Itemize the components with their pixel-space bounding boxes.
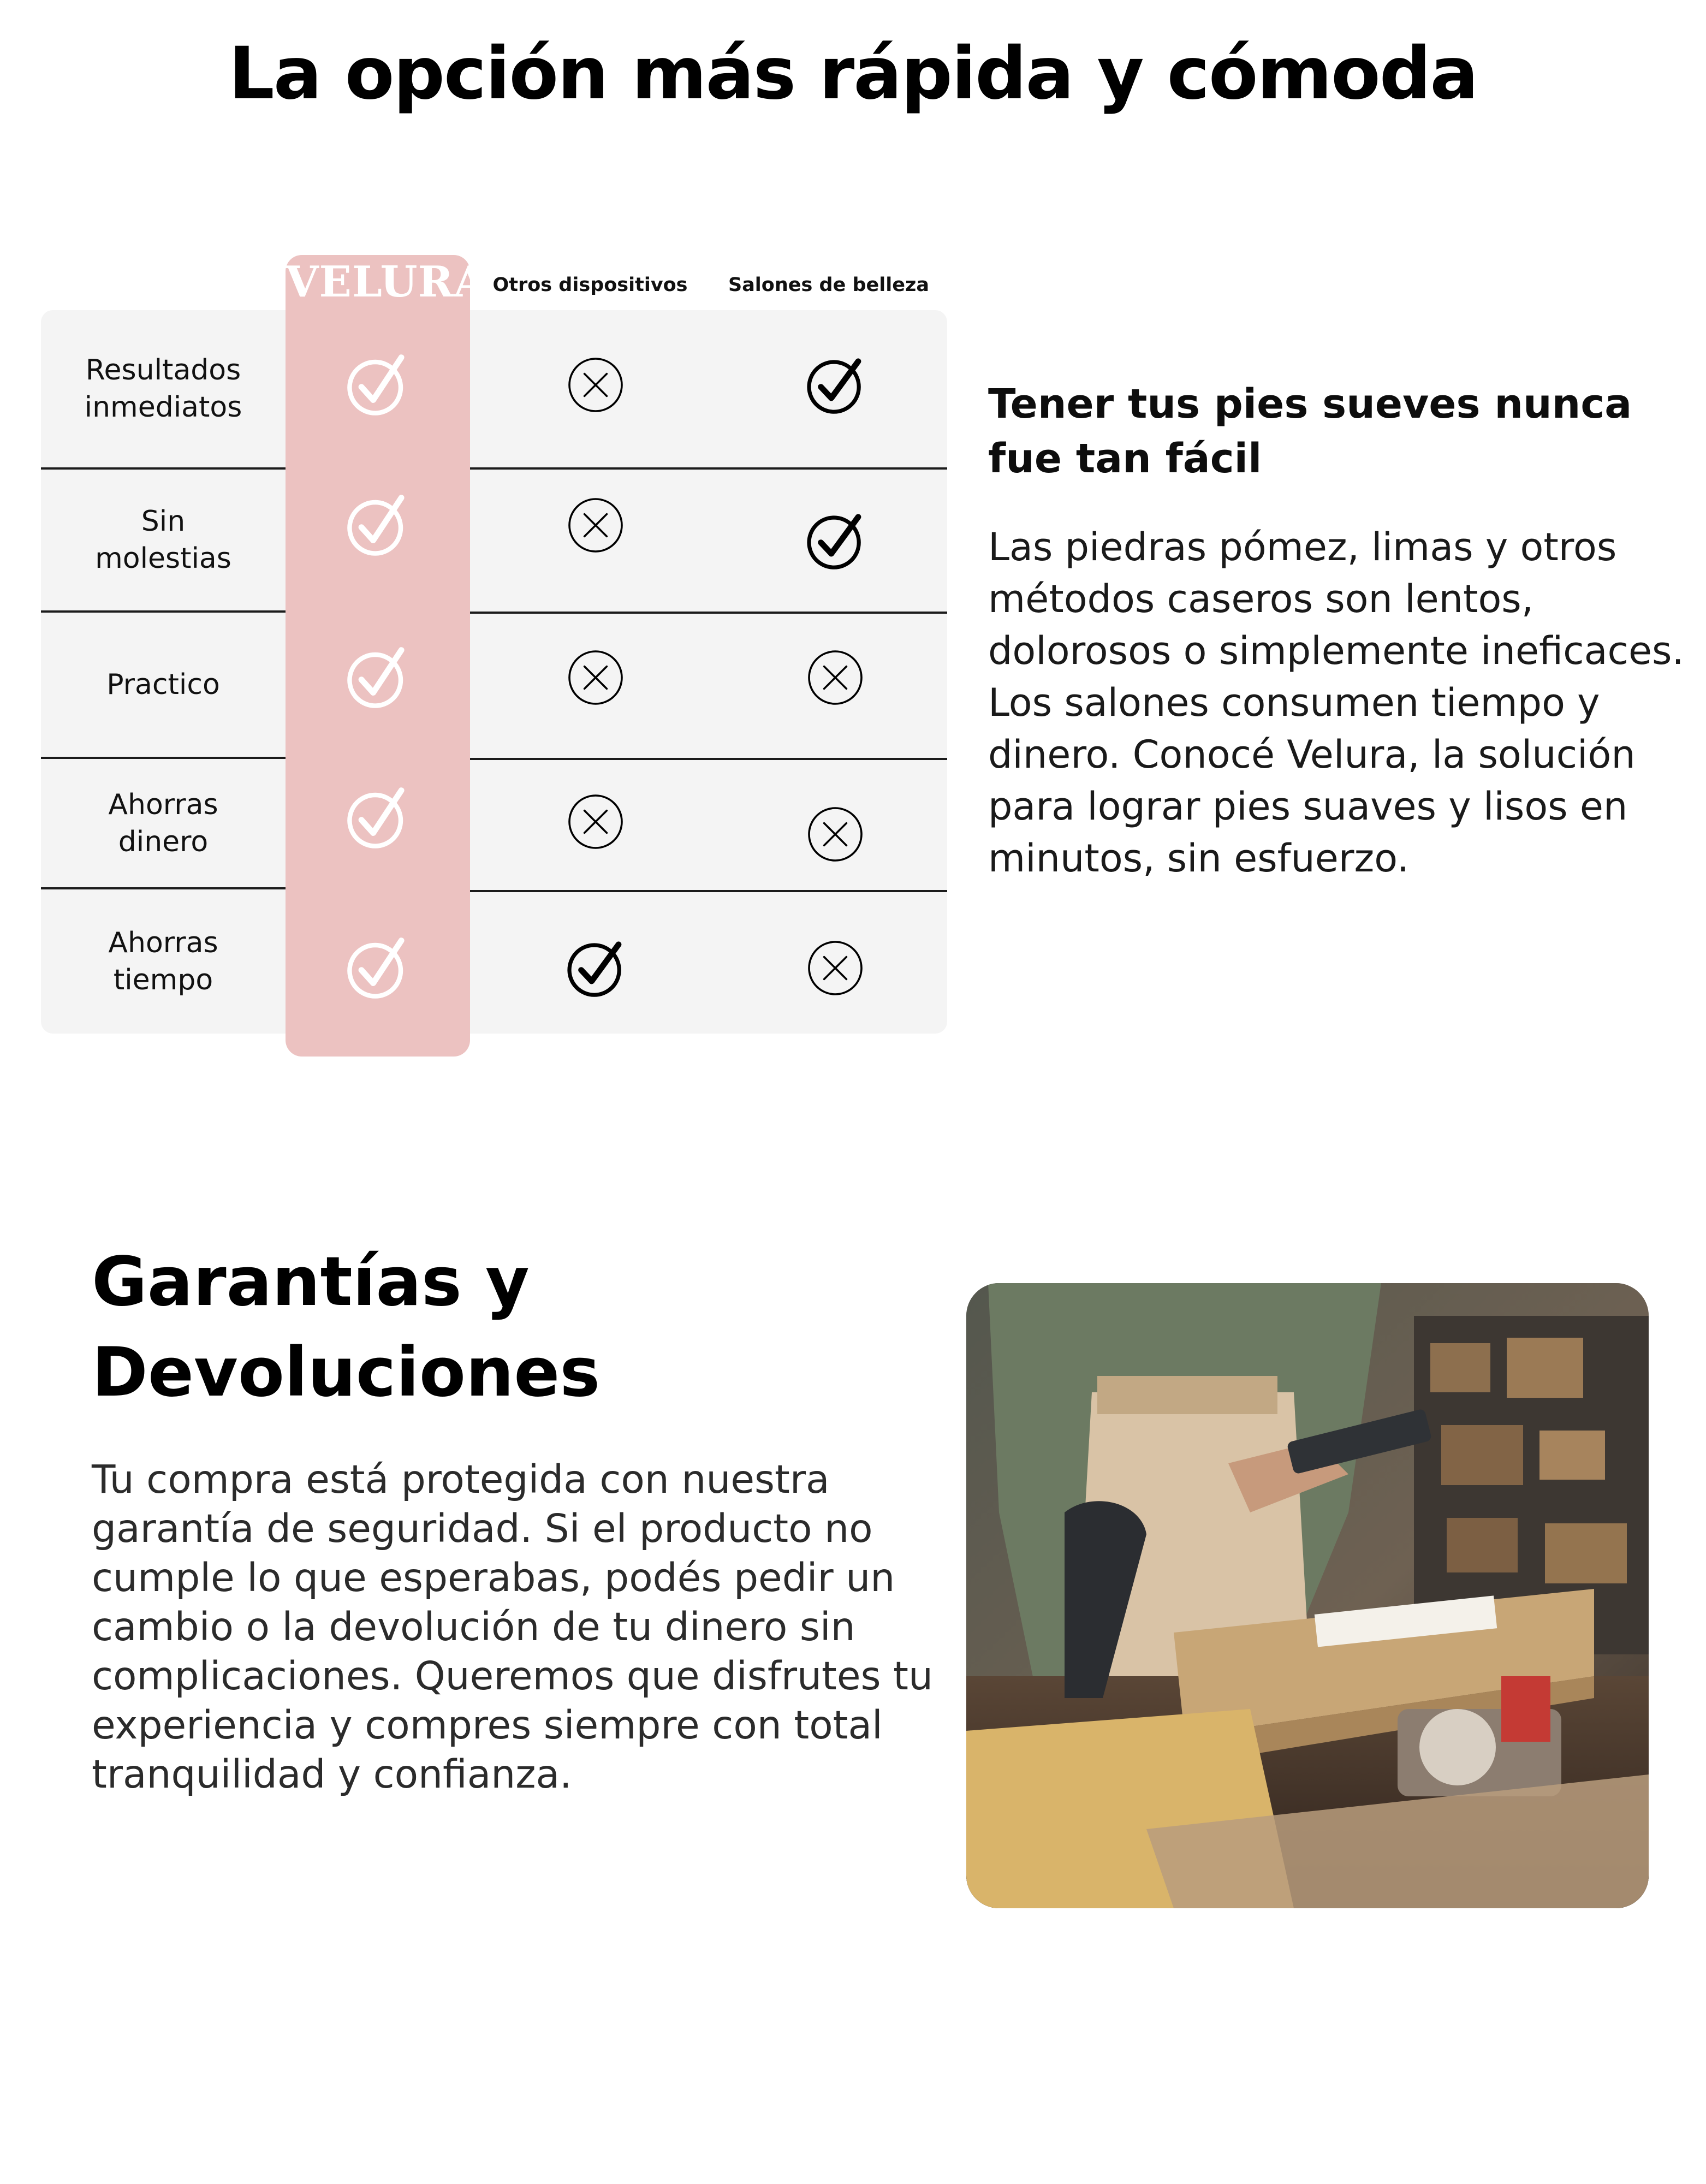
packing-photo bbox=[966, 1283, 1649, 1908]
row-label-resultados: Resultados inmediatos bbox=[84, 354, 242, 424]
otros-x-circle-icon bbox=[563, 645, 628, 710]
velura-check-circle-icon bbox=[345, 785, 411, 851]
feature-title: Tener tus pies sueves nunca fue tan fácil bbox=[988, 381, 1632, 482]
row-divider bbox=[470, 467, 947, 470]
salones-x-circle-icon bbox=[803, 935, 868, 1001]
column-header-salones: Salones de belleza bbox=[728, 274, 930, 296]
otros-x-circle-icon bbox=[563, 789, 628, 854]
salones-check-circle-icon bbox=[803, 508, 868, 573]
otros-check-circle-icon bbox=[563, 935, 628, 1001]
row-divider bbox=[470, 758, 947, 760]
velura-check-circle-icon bbox=[345, 352, 411, 418]
row-divider bbox=[470, 612, 947, 614]
velura-check-circle-icon bbox=[345, 645, 411, 710]
feature-description: Las piedras pómez, limas y otros métodos caseros son lentos, dolorosos o simplemente ineficaces. Los salones consumen tiempo y dinero. Conocé Velura, la solución para lograr pies suaves y lisos en minutos, sin esfuerzo. bbox=[988, 525, 1684, 881]
velura-check-circle-icon bbox=[345, 492, 411, 558]
page-title: La opción más rápida y cómoda bbox=[228, 32, 1478, 116]
otros-x-circle-icon bbox=[563, 492, 628, 558]
row-label-tiempo: Ahorras tiempo bbox=[108, 927, 218, 996]
velura-logo: VELURA bbox=[286, 257, 488, 307]
salones-check-circle-icon bbox=[803, 352, 868, 418]
guarantee-title: Garantías y Devoluciones bbox=[92, 1243, 601, 1412]
guarantee-description: Tu compra está protegida con nuestra garantía de seguridad. Si el producto no cumple lo que esperabas, podés pedir un cambio o la devolución de tu dinero sin complicaciones. Queremos que disfrutes tu experiencia y compres siempre con total tranquilidad y confianza. bbox=[92, 1457, 933, 1797]
salones-x-circle-icon bbox=[803, 645, 868, 710]
column-header-otros: Otros dispositivos bbox=[492, 274, 688, 296]
row-label-molestias: Sin molestias bbox=[95, 505, 231, 575]
row-divider bbox=[470, 890, 947, 892]
otros-x-circle-icon bbox=[563, 352, 628, 418]
velura-check-circle-icon bbox=[345, 935, 411, 1001]
salones-x-circle-icon bbox=[803, 802, 868, 867]
row-label-practico: Practico bbox=[106, 668, 220, 701]
row-label-dinero: Ahorras dinero bbox=[108, 788, 218, 858]
